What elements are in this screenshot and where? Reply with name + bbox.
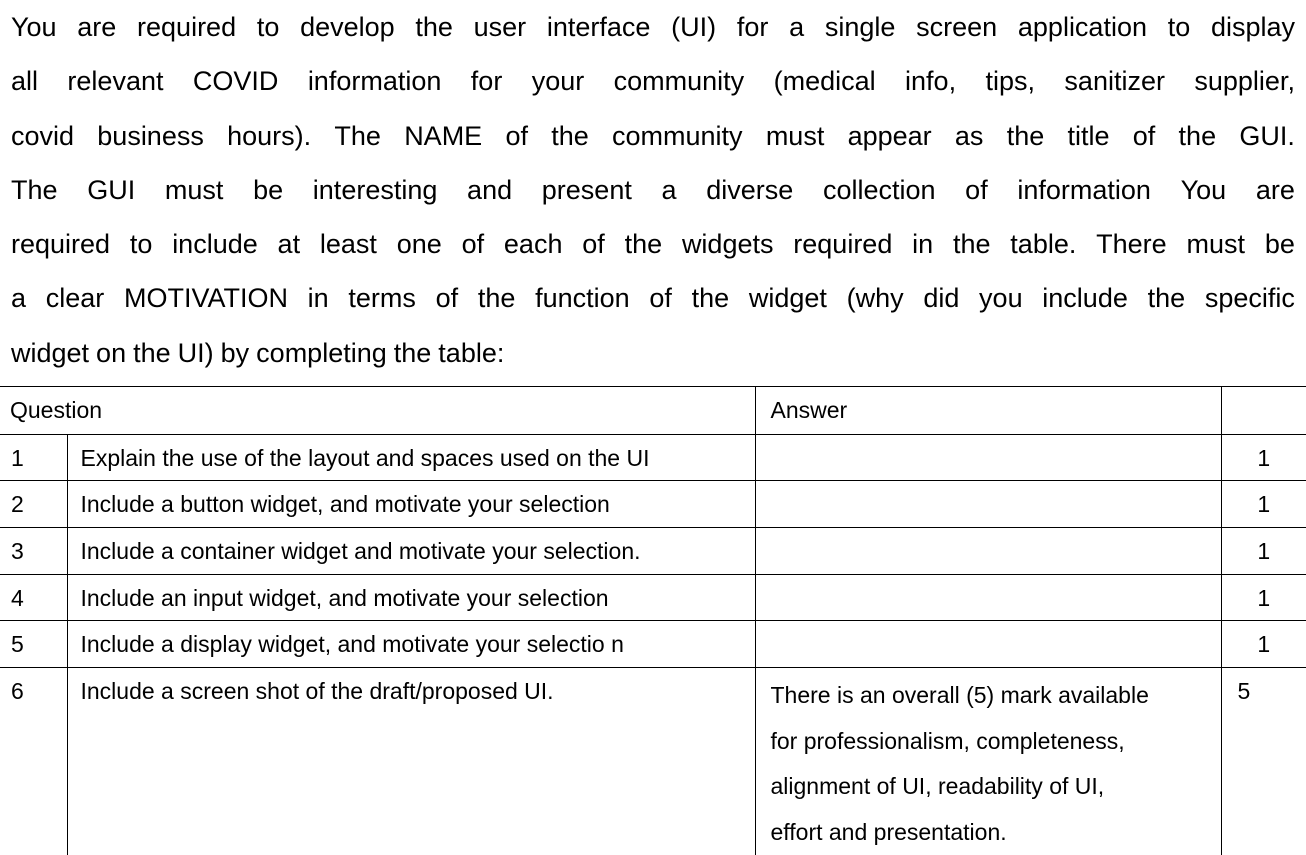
table-row — [0, 668, 1306, 855]
intro-line: all relevant COVID information for your community (medical info, tips, sanitizer supplier, — [11, 54, 1295, 108]
answer-header: Answer — [755, 387, 1221, 435]
answer-cell[interactable] — [755, 528, 1221, 575]
answer-note — [756, 668, 1221, 855]
row-number: 1 — [0, 435, 67, 481]
table-row — [0, 481, 1306, 528]
question-cell: Explain the use of the layout and spaces used on the UI — [67, 435, 755, 481]
table-row — [0, 435, 1306, 481]
answer-note-line: alignment of UI, readability of UI, — [771, 764, 1221, 810]
answer-note-line: for professionalism, completeness, — [771, 719, 1221, 765]
row-number: 6 — [0, 668, 67, 855]
question-cell: Include a button widget, and motivate your selection — [67, 481, 755, 528]
table-row — [0, 621, 1306, 668]
table-row — [0, 528, 1306, 575]
answer-note-line: effort and presentation. — [771, 810, 1221, 855]
intro-line: covid business hours). The NAME of the community must appear as the title of the GUI. — [11, 109, 1295, 163]
marks-cell: 1 — [1221, 528, 1306, 575]
question-cell: Include a display widget, and motivate your selectio n — [67, 621, 755, 668]
marks-cell: 1 — [1221, 575, 1306, 621]
marks-cell: 1 — [1221, 621, 1306, 668]
row-number: 2 — [0, 481, 67, 528]
marks-cell: 5 — [1221, 668, 1306, 855]
marks-header — [1221, 387, 1306, 435]
table-row — [0, 575, 1306, 621]
question-cell: Include a screen shot of the draft/proposed UI. — [67, 668, 755, 855]
intro-line: widget on the UI) by completing the table: — [11, 326, 1295, 380]
answer-cell[interactable] — [755, 575, 1221, 621]
answer-cell — [755, 668, 1221, 855]
row-number: 4 — [0, 575, 67, 621]
marks-cell: 1 — [1221, 435, 1306, 481]
marks-cell: 1 — [1221, 481, 1306, 528]
answer-cell[interactable] — [755, 435, 1221, 481]
instructions-paragraph — [11, 0, 1295, 380]
intro-line: required to include at least one of each of the widgets required in the table. There must be — [11, 217, 1295, 271]
question-header: Question — [0, 387, 755, 435]
row-number: 3 — [0, 528, 67, 575]
question-cell: Include a container widget and motivate your selection. — [67, 528, 755, 575]
intro-line: The GUI must be interesting and present a diverse collection of information You are — [11, 163, 1295, 217]
answer-cell[interactable] — [755, 621, 1221, 668]
answer-note-line: There is an overall (5) mark available — [771, 673, 1221, 719]
row-number: 5 — [0, 621, 67, 668]
question-table — [0, 386, 1306, 855]
question-cell: Include an input widget, and motivate your selection — [67, 575, 755, 621]
answer-cell[interactable] — [755, 481, 1221, 528]
intro-line: You are required to develop the user interface (UI) for a single screen application to display — [11, 0, 1295, 54]
intro-line: a clear MOTIVATION in terms of the function of the widget (why did you include the specific — [11, 271, 1295, 325]
table-header-row — [0, 387, 1306, 435]
